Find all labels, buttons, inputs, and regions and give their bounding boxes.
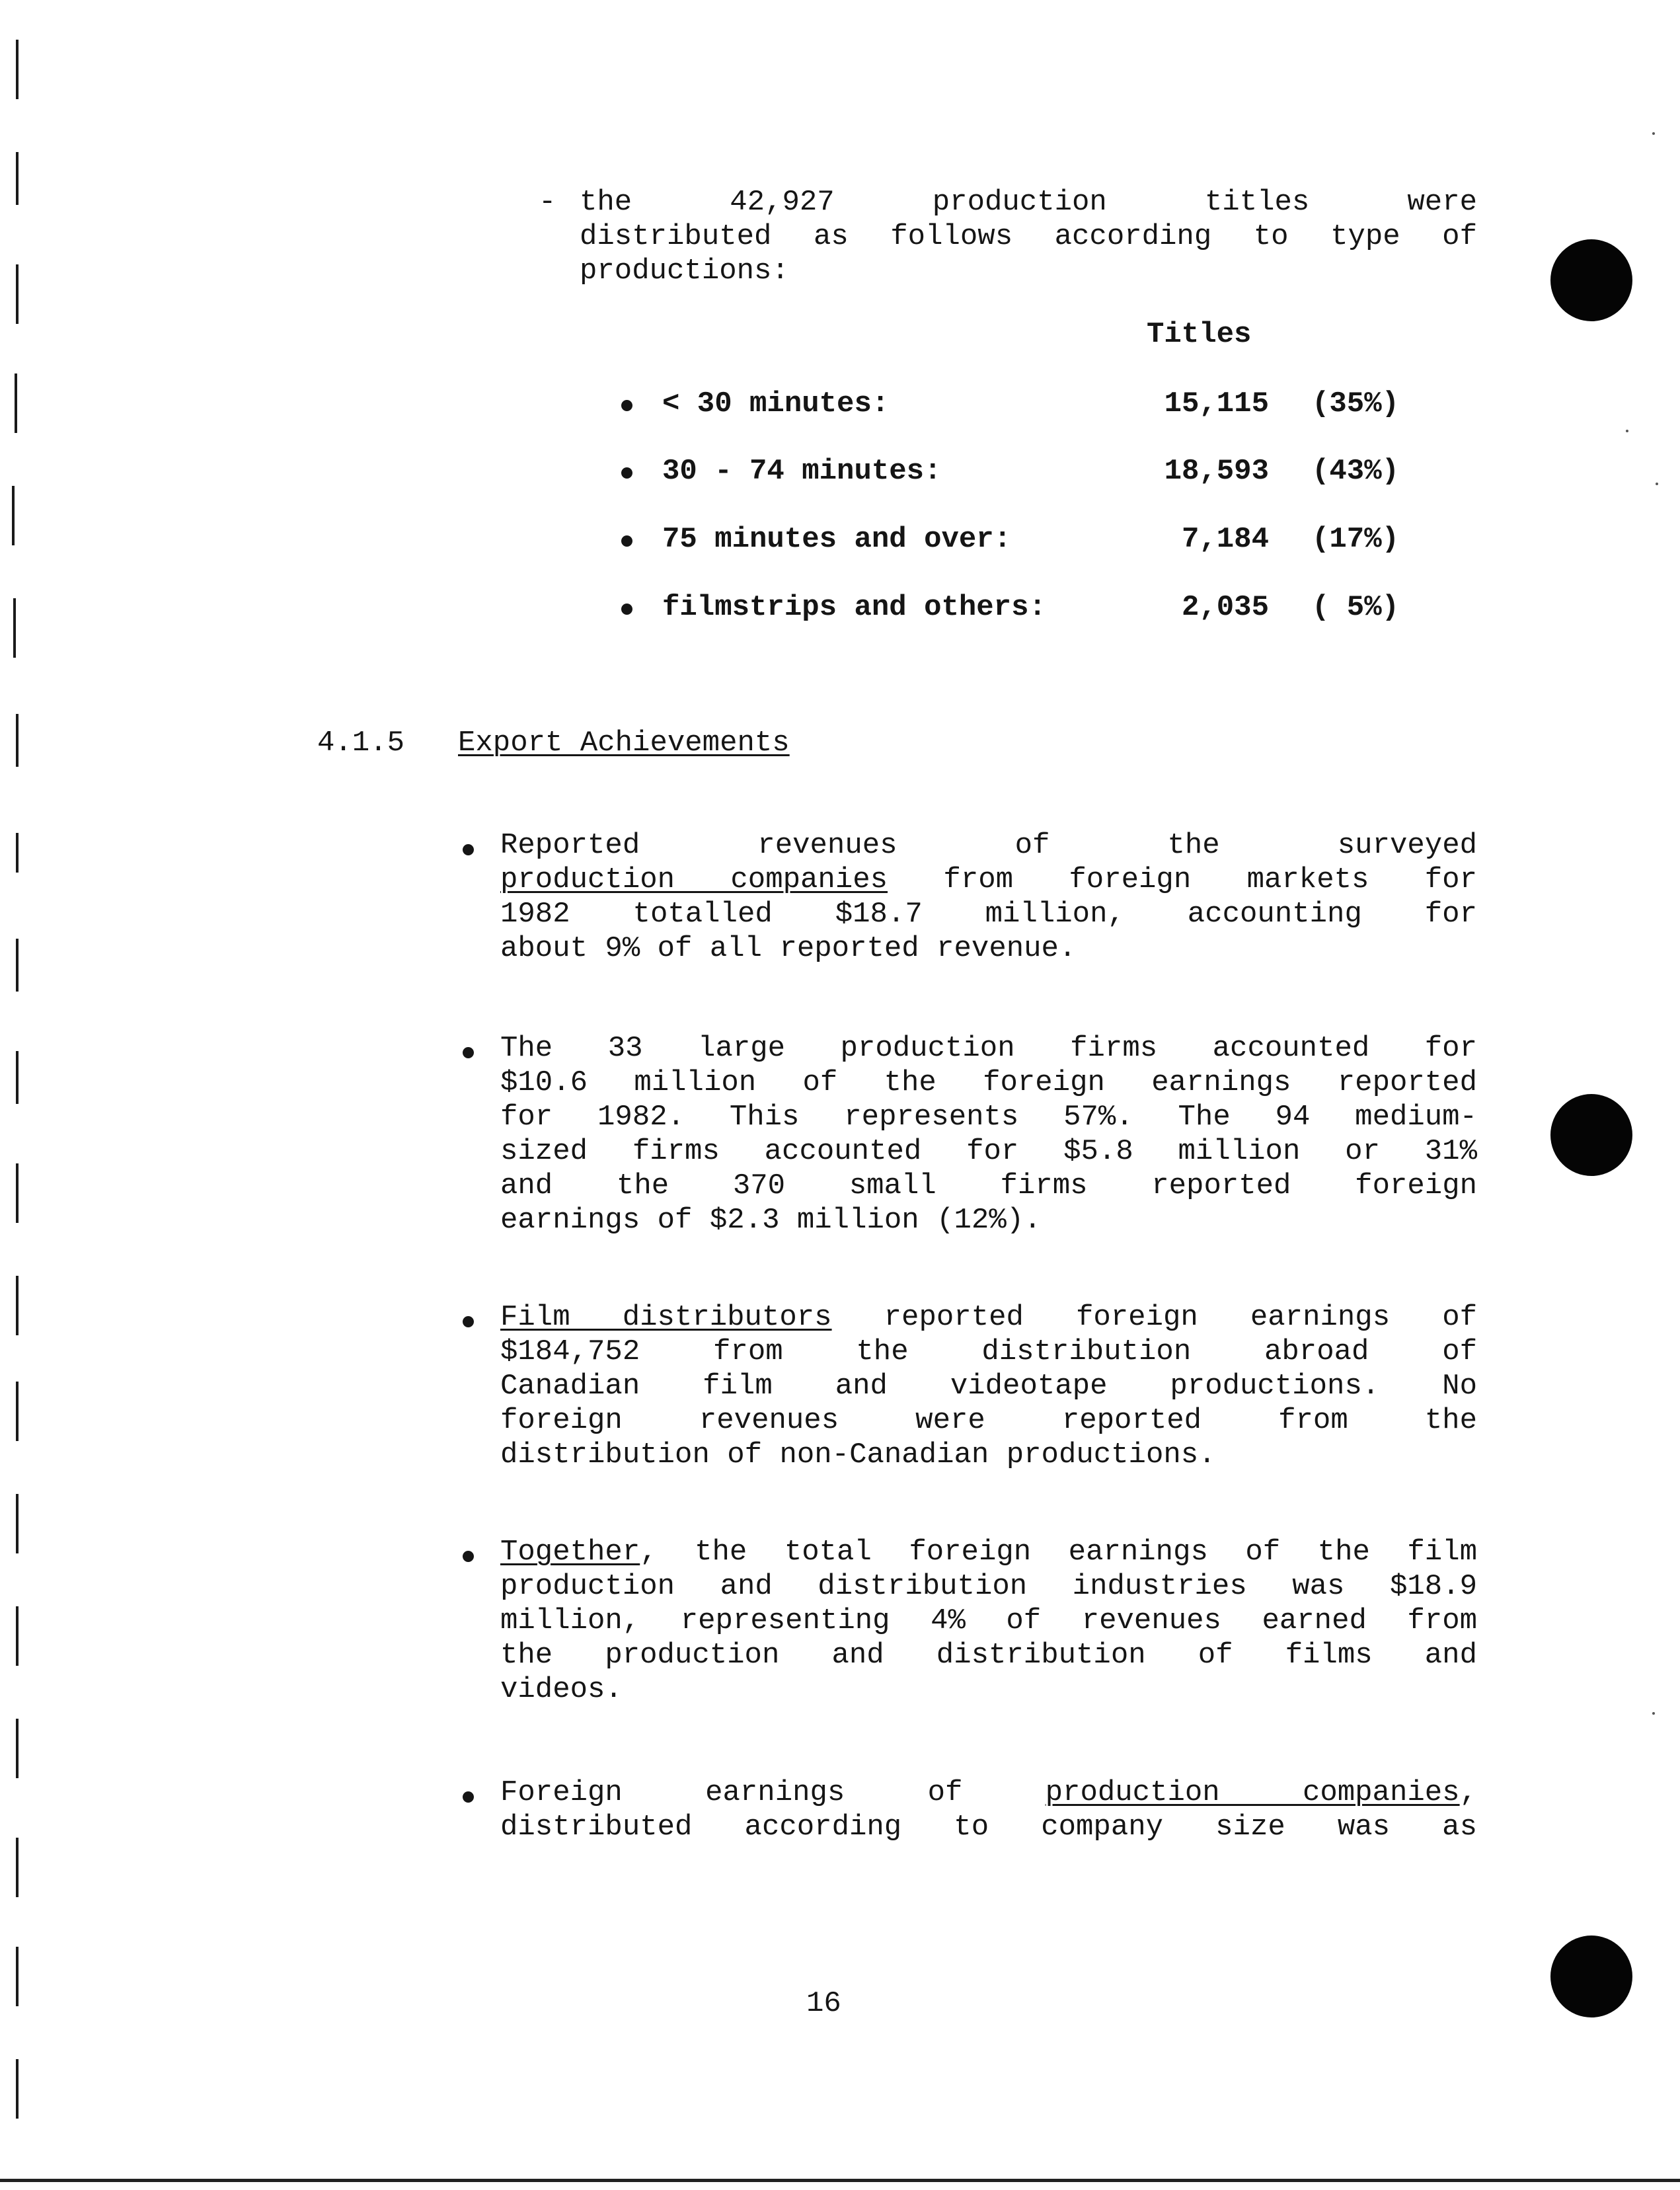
bullet-icon xyxy=(463,1047,474,1058)
margin-mark xyxy=(16,833,19,873)
bottom-edge-rule xyxy=(0,2179,1680,2182)
table-header-titles: Titles xyxy=(1147,318,1252,351)
paragraph-line: videos. xyxy=(500,1673,623,1706)
row-percent: (35%) xyxy=(1312,387,1400,420)
intro-text xyxy=(580,185,1477,288)
underlined-term: Together xyxy=(500,1536,640,1569)
paragraph-line: sized firms accounted for $5.8 million or 31% xyxy=(500,1135,1477,1168)
row-percent: (43%) xyxy=(1312,455,1400,488)
bullet-icon xyxy=(621,604,632,615)
margin-mark xyxy=(16,714,19,767)
bullet-icon xyxy=(463,1791,474,1803)
margin-mark xyxy=(16,1382,19,1441)
section-number: 4.1.5 xyxy=(317,726,405,760)
intro-dash: - xyxy=(539,186,556,219)
margin-mark xyxy=(16,2059,19,2119)
underlined-term: production companies xyxy=(1045,1776,1460,1809)
paragraph-line: distributed according to company size was as xyxy=(500,1811,1477,1844)
margin-mark xyxy=(16,1719,19,1778)
table-row xyxy=(621,522,1414,559)
table-row xyxy=(621,387,1414,424)
binder-hole xyxy=(1550,1936,1632,2017)
row-value: 2,035 xyxy=(1181,591,1269,624)
paragraph-line: The 33 large production firms accounted for xyxy=(500,1032,1477,1065)
row-label: filmstrips and others: xyxy=(662,591,1046,624)
paragraph-line: Reported revenues of the surveyed xyxy=(500,829,1477,862)
paragraph-line: distribution of non-Canadian productions. xyxy=(500,1438,1216,1471)
margin-mark xyxy=(16,1276,19,1335)
scan-speck xyxy=(1626,430,1628,432)
paragraph-text xyxy=(500,1300,1477,1472)
margin-mark xyxy=(15,373,17,433)
margin-mark xyxy=(16,1838,19,1897)
table-row xyxy=(621,454,1414,491)
margin-mark xyxy=(16,939,19,992)
section-title: Export Achievements xyxy=(458,726,790,760)
paragraph-text xyxy=(500,1776,1477,1844)
paragraph-line: for 1982. This represents 57%. The 94 medium- xyxy=(500,1101,1477,1134)
scan-speck xyxy=(1652,132,1655,135)
row-label: < 30 minutes: xyxy=(662,387,890,420)
paragraph-line: the production and distribution of films and xyxy=(500,1639,1477,1672)
margin-mark xyxy=(16,1606,19,1666)
paragraph-text xyxy=(500,1031,1477,1237)
binder-hole xyxy=(1550,1094,1632,1176)
underlined-term: Film distributors xyxy=(500,1301,832,1334)
paragraph-line: earnings of $2.3 million (12%). xyxy=(500,1204,1042,1237)
row-label: 30 - 74 minutes: xyxy=(662,455,942,488)
binder-hole xyxy=(1550,239,1632,321)
bullet-icon xyxy=(463,1316,474,1327)
paragraph-text xyxy=(500,828,1477,966)
scan-speck xyxy=(1652,1712,1655,1715)
margin-mark xyxy=(13,598,16,658)
paragraph-text xyxy=(500,1535,1477,1707)
paragraph-line: $10.6 million of the foreign earnings reported xyxy=(500,1066,1477,1099)
intro-line: the 42,927 production titles were xyxy=(580,186,1477,219)
paragraph-line: production and distribution industries was $18.9 xyxy=(500,1570,1477,1603)
margin-mark xyxy=(16,1947,19,2006)
row-value: 15,115 xyxy=(1164,387,1269,420)
underlined-term: production companies xyxy=(500,863,888,896)
row-percent: ( 5%) xyxy=(1312,591,1400,624)
intro-line: productions: xyxy=(580,254,789,288)
page-number: 16 xyxy=(806,1987,841,2020)
paragraph-line: Foreign earnings of production companies, xyxy=(500,1776,1477,1809)
intro-line: distributed as follows according to type of xyxy=(580,220,1477,253)
paragraph-line: 1982 totalled $18.7 million, accounting for xyxy=(500,898,1477,931)
margin-mark xyxy=(16,1494,19,1553)
paragraph-line: Film distributors reported foreign earnings of xyxy=(500,1301,1477,1334)
paragraph-line: production companies from foreign markets for xyxy=(500,863,1477,896)
margin-mark xyxy=(16,264,19,324)
scan-speck xyxy=(1656,483,1658,485)
row-label: 75 minutes and over: xyxy=(662,523,1012,556)
paragraph-line: and the 370 small firms reported foreign xyxy=(500,1169,1477,1202)
margin-mark xyxy=(16,40,19,99)
bullet-icon xyxy=(463,1551,474,1562)
row-value: 7,184 xyxy=(1181,523,1269,556)
paragraph-line: Together, the total foreign earnings of the film xyxy=(500,1536,1477,1569)
bullet-icon xyxy=(463,844,474,855)
bullet-icon xyxy=(621,467,632,479)
paragraph-line: foreign revenues were reported from the xyxy=(500,1404,1477,1437)
bullet-icon xyxy=(621,400,632,411)
row-percent: (17%) xyxy=(1312,523,1400,556)
table-row xyxy=(621,590,1414,627)
paragraph-line: about 9% of all reported revenue. xyxy=(500,932,1077,965)
paragraph-line: million, representing 4% of revenues earned from xyxy=(500,1604,1477,1637)
paragraph-line: Canadian film and videotape productions. No xyxy=(500,1370,1477,1403)
row-value: 18,593 xyxy=(1164,455,1269,488)
bullet-icon xyxy=(621,535,632,547)
margin-mark xyxy=(16,1051,19,1104)
margin-mark xyxy=(16,1163,19,1223)
paragraph-line: $184,752 from the distribution abroad of xyxy=(500,1335,1477,1368)
margin-mark xyxy=(12,486,15,545)
margin-mark xyxy=(16,152,19,205)
